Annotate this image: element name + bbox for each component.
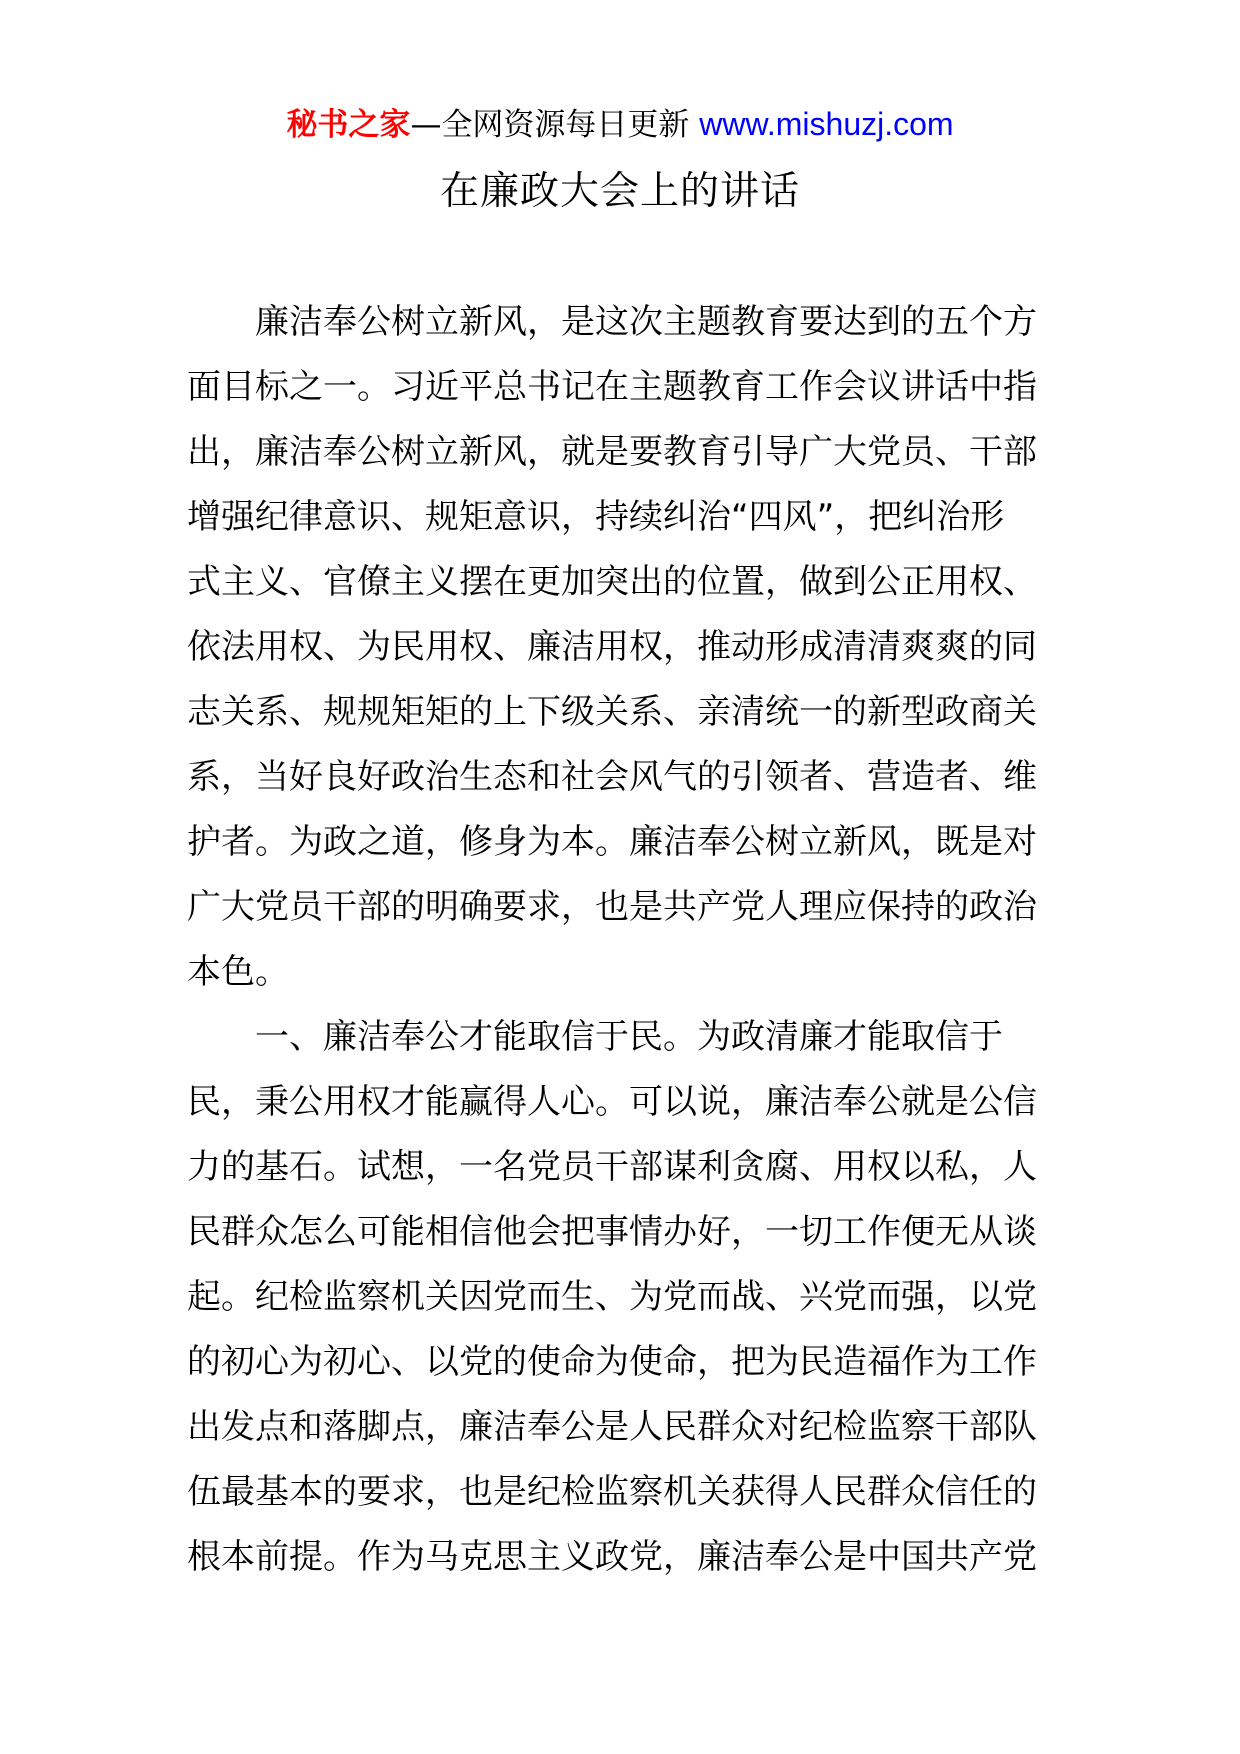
paragraph-line: 护者。为政之道，修身为本。廉洁奉公树立新风，既是对: [187, 822, 1037, 862]
paragraph-line: 广大党员干部的明确要求，也是共产党人理应保持的政治: [187, 887, 1037, 927]
paragraph-line: 面目标之一。习近平总书记在主题教育工作会议讲话中指: [187, 367, 1037, 407]
paragraph-line: 系，当好良好政治生态和社会风气的引领者、营造者、维: [187, 757, 1037, 797]
paragraph-line: 出发点和落脚点，廉洁奉公是人民群众对纪检监察干部队: [187, 1407, 1037, 1447]
paragraph-line: 起。纪检监察机关因党而生、为党而战、兴党而强，以党: [187, 1277, 1037, 1317]
paragraph-line: 根本前提。作为马克思主义政党，廉洁奉公是中国共产党: [187, 1537, 1037, 1577]
site-url-link[interactable]: www.mishuzj.com: [699, 106, 954, 142]
document-title: 在廉政大会上的讲话: [439, 169, 800, 214]
paragraph-line: 增强纪律意识、规矩意识，持续纠治“四风”，把纠治形: [187, 497, 1005, 537]
paragraph-line: 一、廉洁奉公才能取信于民。为政清廉才能取信于: [255, 1017, 1003, 1057]
paragraph-line: 依法用权、为民用权、廉洁用权，推动形成清清爽爽的同: [187, 627, 1037, 667]
paragraph-line: 志关系、规规矩矩的上下级关系、亲清统一的新型政商关: [187, 692, 1037, 732]
paragraph-line: 出，廉洁奉公树立新风，就是要教育引导广大党员、干部: [187, 432, 1037, 472]
paragraph-line: 式主义、官僚主义摆在更加突出的位置，做到公正用权、: [187, 562, 1037, 602]
header-tagline: —全网资源每日更新: [410, 107, 700, 143]
brand-name: 秘书之家: [286, 107, 411, 143]
paragraph-line: 力的基石。试想，一名党员干部谋利贪腐、用权以私，人: [187, 1147, 1037, 1187]
paragraph-line: 民，秉公用权才能赢得人心。可以说，廉洁奉公就是公信: [187, 1082, 1037, 1122]
paragraph-line: 本色。: [187, 952, 289, 992]
document-body: [187, 290, 1055, 1590]
paragraph-line: 廉洁奉公树立新风，是这次主题教育要达到的五个方: [255, 302, 1037, 342]
paragraph-line: 的初心为初心、以党的使命为使命，把为民造福作为工作: [187, 1342, 1037, 1382]
paragraph-line: 民群众怎么可能相信他会把事情办好，一切工作便无从谈: [187, 1212, 1037, 1252]
paragraph-line: 伍最基本的要求，也是纪检监察机关获得人民群众信任的: [187, 1472, 1037, 1512]
page-header: [0, 100, 1240, 149]
